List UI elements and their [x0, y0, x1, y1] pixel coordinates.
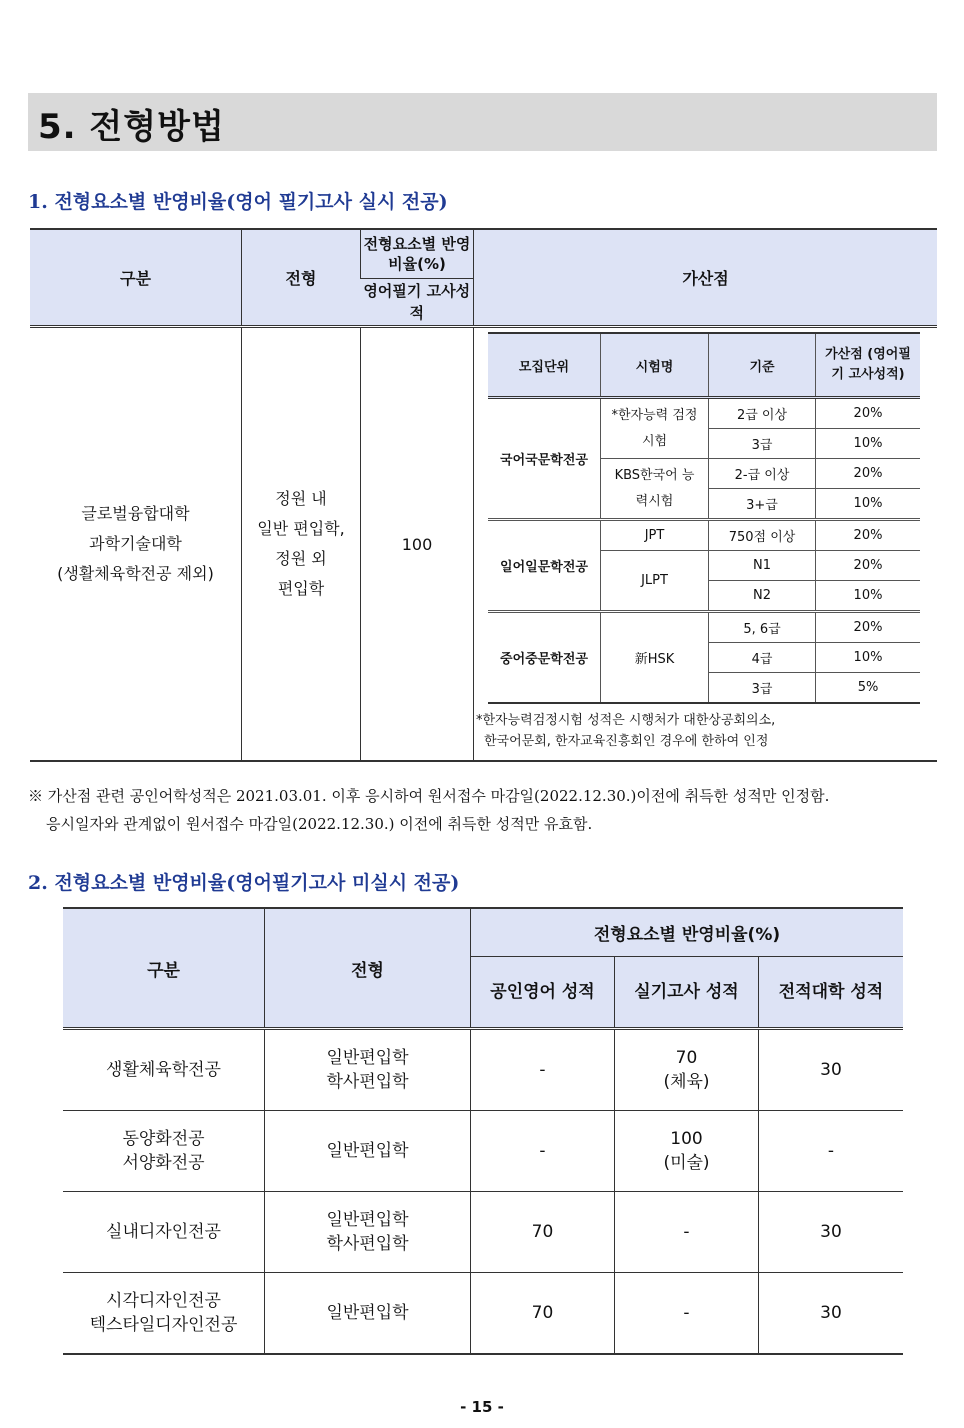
row-english: 70: [471, 1273, 615, 1355]
row-admission: 일반편입학 학사편입학: [265, 1029, 471, 1111]
row-admission: 일반편입학: [265, 1111, 471, 1192]
footnote-line: 한국어문회, 한자교육진흥회인 경우에 한하여 인정: [484, 734, 769, 749]
points: 10%: [816, 643, 921, 673]
note-line: ※ 가산점 관련 공인어학성적은 2021.03.01. 이후 응시하여 원서접수 마감일(2022.12.30.)이전에 취득한 성적만 인정함.: [28, 787, 830, 805]
points: 20%: [816, 459, 921, 489]
bonus-header-unit: 모집단위: [488, 333, 601, 398]
header-ratio: 전형요소별 반영비율(%): [471, 908, 904, 957]
admission-line: 일반 편입학,: [257, 519, 345, 538]
section2-heading: 2. 전형요소별 반영비율(영어필기고사 미실시 전공): [28, 872, 460, 894]
unit-japanese: 일어일문학전공: [488, 520, 601, 612]
bonus-footnote: [476, 710, 775, 752]
points: 20%: [816, 551, 921, 581]
row-admission: 일반편입학 학사편입학: [265, 1192, 471, 1273]
bonus-header-exam: 시험명: [601, 333, 709, 398]
footnote-line: *한자능력검정시험 성적은 시행처가 대한상공회의소,: [476, 713, 776, 728]
header-admission: 전형: [265, 908, 471, 1027]
row-prior: -: [759, 1111, 904, 1192]
row-category: 생활체육학전공: [63, 1029, 265, 1111]
bonus-cell: [474, 327, 938, 762]
row-practical: -: [615, 1192, 759, 1273]
category-line: (생활체육학전공 제외): [57, 564, 214, 583]
admission-line: 편입학: [277, 579, 325, 598]
criterion: N1: [709, 551, 816, 581]
title-bar: [28, 93, 937, 151]
bonus-table: [488, 332, 920, 704]
bonus-header-criterion: 기준: [709, 333, 816, 398]
ratio-value: 100: [361, 327, 474, 762]
header-english: 공인영어 성적: [471, 957, 615, 1028]
criterion: N2: [709, 581, 816, 612]
header-prior: 전적대학 성적: [759, 957, 904, 1028]
category-cell: [30, 327, 242, 762]
exam-hanja: *한자능력 검정시험: [601, 398, 709, 459]
category-line: 과학기술대학: [89, 534, 182, 553]
header-admission: 전형: [242, 229, 361, 325]
exam-kbs: KBS한국어 능력시험: [601, 459, 709, 520]
row-prior: 30: [759, 1273, 904, 1355]
header-category: 구분: [63, 908, 265, 1027]
row-english: -: [471, 1029, 615, 1111]
points: 20%: [816, 398, 921, 429]
row-category: 동양화전공 서양화전공: [63, 1111, 265, 1192]
admission-line: 정원 내: [275, 489, 327, 508]
criterion: 750점 이상: [709, 520, 816, 551]
unit-chinese: 중어중문학전공: [488, 612, 601, 704]
exam-jlpt: JLPT: [601, 551, 709, 612]
points: 10%: [816, 581, 921, 612]
criterion: 3급: [709, 673, 816, 704]
criterion: 4급: [709, 643, 816, 673]
exam-hsk: 新HSK: [601, 612, 709, 704]
exam-jpt: JPT: [601, 520, 709, 551]
row-category: 시각디자인전공 텍스타일디자인전공: [63, 1273, 265, 1355]
bonus-header-points: 가산점 (영어필기 고사성적): [816, 333, 921, 398]
criterion: 3+급: [709, 489, 816, 520]
row-practical: 100 (미술): [615, 1111, 759, 1192]
section1-heading: 1. 전형요소별 반영비율(영어 필기고사 실시 전공): [28, 191, 448, 213]
row-practical: 70 (체육): [615, 1029, 759, 1111]
row-category: 실내디자인전공: [63, 1192, 265, 1273]
row-practical: -: [615, 1273, 759, 1355]
note-line: 응시일자와 관계없이 원서접수 마감일(2022.12.30.) 이전에 취득한 성적만 유효함.: [46, 815, 593, 833]
points: 20%: [816, 612, 921, 643]
admission-cell: [242, 327, 361, 762]
page-title: 5. 전형방법: [38, 107, 225, 147]
points: 10%: [816, 429, 921, 459]
row-english: -: [471, 1111, 615, 1192]
header-bonus: 가산점: [474, 229, 938, 325]
criterion: 5, 6급: [709, 612, 816, 643]
admission-line: 정원 외: [275, 549, 327, 568]
row-english: 70: [471, 1192, 615, 1273]
ratio-table-1: [30, 228, 937, 762]
row-admission: 일반편입학: [265, 1273, 471, 1355]
row-prior: 30: [759, 1192, 904, 1273]
unit-korean: 국어국문학전공: [488, 398, 601, 520]
points: 10%: [816, 489, 921, 520]
header-practical: 실기고사 성적: [615, 957, 759, 1028]
criterion: 3급: [709, 429, 816, 459]
header-ratio-sub: 영어필기 고사성적: [361, 279, 474, 326]
points: 20%: [816, 520, 921, 551]
bonus-note: [28, 782, 829, 838]
category-line: 글로벌융합대학: [81, 504, 190, 523]
criterion: 2-급 이상: [709, 459, 816, 489]
header-ratio: 전형요소별 반영비율(%): [361, 229, 474, 279]
criterion: 2급 이상: [709, 398, 816, 429]
points: 5%: [816, 673, 921, 704]
header-category: 구분: [30, 229, 242, 325]
row-prior: 30: [759, 1029, 904, 1111]
page-number: - 15 -: [460, 1398, 504, 1416]
ratio-table-2: [63, 907, 903, 1355]
